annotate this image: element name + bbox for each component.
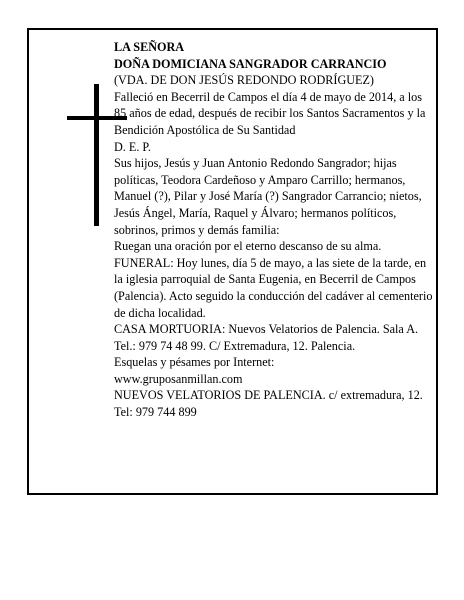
internet-label: Esquelas y pésames por Internet: <box>114 355 275 370</box>
family-text: Sus hijos, Jesús y Juan Antonio Redondo Sangrador; hijas políticas, Teodora Cardeñoso y Amparo Carrillo; hermanos, Manuel (?), Pilar y José María (?) Sangrador Carrancio; nietos, Jesús Ángel, María, Raquel y Álvaro; hermanos políticos, sobrinos, primos y demás familia: <box>114 156 422 237</box>
dep-text: D. E. P. <box>114 139 151 154</box>
header-title: LA SEÑORA <box>114 40 185 54</box>
obituary-text <box>114 39 434 421</box>
deceased-name: DOÑA DOMICIANA SANGRADOR CARRANCIO <box>114 56 387 71</box>
widow-of: (VDA. DE DON JESÚS REDONDO RODRÍGUEZ) <box>114 73 374 88</box>
casa-mortuoria-text: CASA MORTUORIA: Nuevos Velatorios de Palencia. Sala A. Tel.: 979 74 48 99. C/ Extremadura, 12. Palencia. <box>114 322 419 353</box>
cross-vertical-bar <box>94 84 99 226</box>
funeral-text: FUNERAL: Hoy lunes, día 5 de mayo, a las siete de la tarde, en la iglesia parroquial de Santa Eugenia, en Becerril de Campos (Palencia). Acto seguido la conducción del cadáver al cementerio de dicha localidad. <box>114 255 433 320</box>
internet-url: www.gruposanmillan.com <box>114 371 243 386</box>
velatorios-text: NUEVOS VELATORIOS DE PALENCIA. c/ extremadura, 12. Tel: 979 744 899 <box>114 388 423 420</box>
prayer-text: Ruegan una oración por el eterno descanso de su alma. <box>114 239 382 254</box>
death-details: Falleció en Becerril de Campos el día 4 de mayo de 2014, a los 85 años de edad, después de recibir los Santos Sacramentos y la Bendición Apostólica de Su Santidad <box>114 89 426 137</box>
